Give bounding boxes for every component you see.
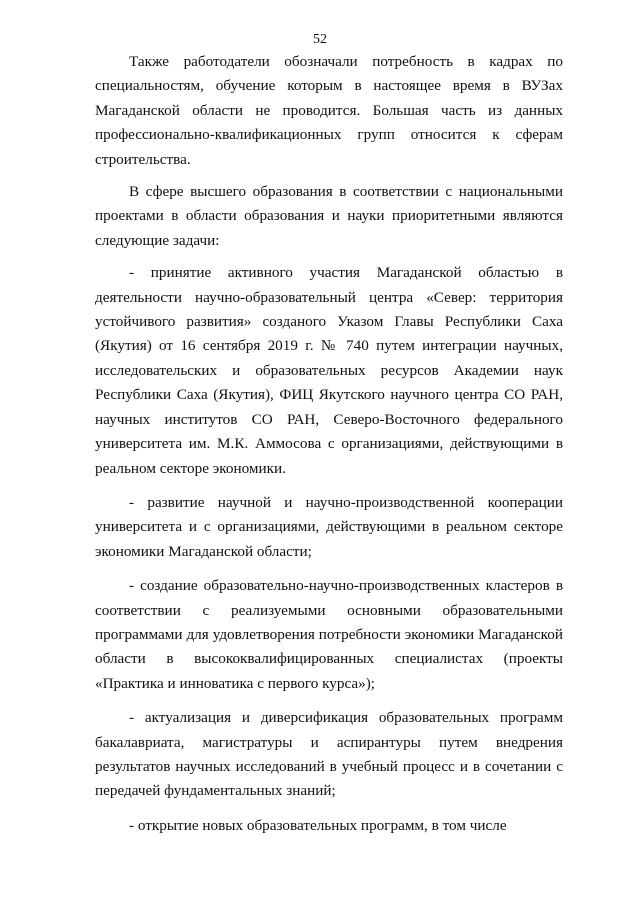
page-number: 52 — [313, 32, 327, 47]
paragraph-higher-education-tasks: В сфере высшего образования в соответствии с национальными проектами в области образования и науки приоритетными являются следующие задачи: — [95, 183, 563, 249]
document-body — [95, 50, 563, 838]
list-item-new-programs: - открытие новых образовательных программ, в том числе — [129, 816, 507, 834]
paragraph-employers-demand: Также работодатели обозначали потребность в кадрах по специальностям, обучение которым в настоящее время в ВУЗах Магаданской области не проводится. Большая часть из данных профессионально-квалификационных групп относится к сферам строительства. — [95, 53, 563, 168]
list-item-clusters: - создание образовательно-научно-производственных кластеров в соответствии с реализуемыми основными образовательными программами для удовлетворения потребности экономики Магаданской области в высококвалифицированных специалистах (проекты «Практика и инноватика с первого курса»); — [95, 577, 563, 692]
list-item-cooperation: - развитие научной и научно-производственной кооперации университета и с организациями, действующими в реальном секторе экономики Магаданской области; — [95, 493, 563, 560]
list-item-programs-update: - актуализация и диверсификация образовательных программ бакалавриата, магистратуры и аспирантуры путем внедрения результатов научных исследований в учебный процесс и в сочетании с передачей фундаментальных знаний; — [95, 709, 563, 800]
list-item-research-center: - принятие активного участия Магаданской областью в деятельности научно-образовательный центра «Север: территория устойчивого развития» созданого Указом Главы Республики Саха (Якутия) от 16 сентября 2019 г. № 740 путем интеграции научных, исследовательских и образовательных ресурсов Академии наук Республики Саха (Якутия), ФИЦ Якутского научного центра СО РАН, научных институтов СО РАН, Северо-Восточного федерального университета им. М.К. Аммосова с организациями, действующими в реальном секторе экономики. — [95, 264, 563, 477]
